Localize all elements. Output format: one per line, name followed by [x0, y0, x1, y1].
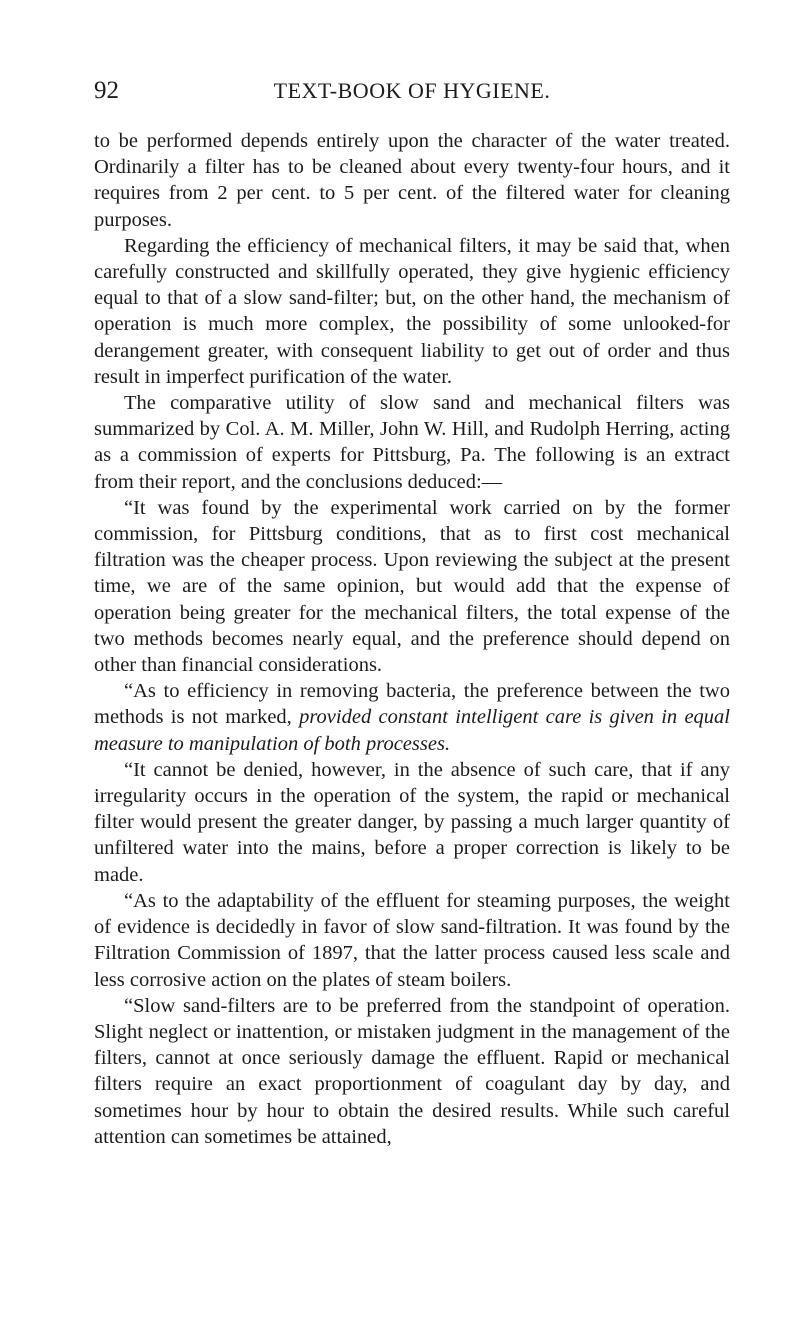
paragraph-continuation: to be performed depends entirely upon the character of the water treated. Ordinarily a filter has to be cleaned about every twenty-four hours, and it requires from 2 per cent. to 5 per cent. of the filtered water for cleaning purposes. — [94, 130, 730, 231]
paragraph-commission-summary: The comparative utility of slow sand and mechanical filters was summarized by Col. A. M. Miller, John W. Hill, and Rudolph Herring, acting as a commission of experts for Pittsburg, Pa. The following is an extract from their report, and the conclusions deduced:— — [94, 392, 730, 493]
paragraph-quote-steaming: “As to the adaptability of the effluent for steaming purposes, the weight of evidence is decidedly in favor of slow sand-filtration. It was found by the Filtration Commission of 1897, that the latter process caused less scale and less corrosive action on the plates of steam boilers. — [94, 889, 730, 991]
page-header — [94, 74, 730, 108]
page-number: 92 — [94, 77, 119, 104]
paragraph-mechanical-filter-efficiency: Regarding the efficiency of mechanical filters, it may be said that, when carefully constructed and skillfully operated, they give hygienic efficiency equal to that of a slow sand-filter; but, on the other hand, the mechanism of operation is much more complex, the possibility of some unlooked-for derangement greater, with consequent liability to get out of order and thus result in imperfect purification of the water. — [94, 234, 730, 388]
bacteria-italic-text: provided constant intelligent care is given in equal measure to manipulation of both processes. — [94, 706, 730, 755]
paragraph-quote-bacteria — [94, 678, 730, 757]
bacteria-text: “As to efficiency in removing bacteria, the preference between the two methods is not marked, — [94, 680, 730, 729]
running-head: TEXT-BOOK OF HYGIENE. — [273, 78, 551, 103]
body-text — [94, 128, 730, 1150]
paragraph-quote-first-cost: “It was found by the experimental work carried on by the former commission, for Pittsburg conditions, that as to first cost mechanical filtration was the cheaper process. Upon reviewing the subject at the present time, we are of the same opinion, but would add that the expense of operation being greater for the mechanical filters, the total expense of the two methods becomes nearly equal, and the preference should depend on other than financial considerations. — [94, 496, 730, 677]
paragraph-quote-operation: “Slow sand-filters are to be preferred from the standpoint of operation. Slight neglect or inattention, or mistaken judgment in the management of the filters, cannot at once seriously damage the effluent. Rapid or mechanical filters require an exact proportionment of coagulant day by day, and sometimes hour by hour to obtain the desired results. While such careful attention can sometimes be attained, — [94, 994, 730, 1148]
paragraph-quote-irregularity: “It cannot be denied, however, in the absence of such care, that if any irregularity occurs in the operation of the system, the rapid or mechanical filter would present the greater danger, by passing a much larger quantity of unfiltered water into the mains, before a proper correction is likely to be made. — [94, 758, 730, 886]
